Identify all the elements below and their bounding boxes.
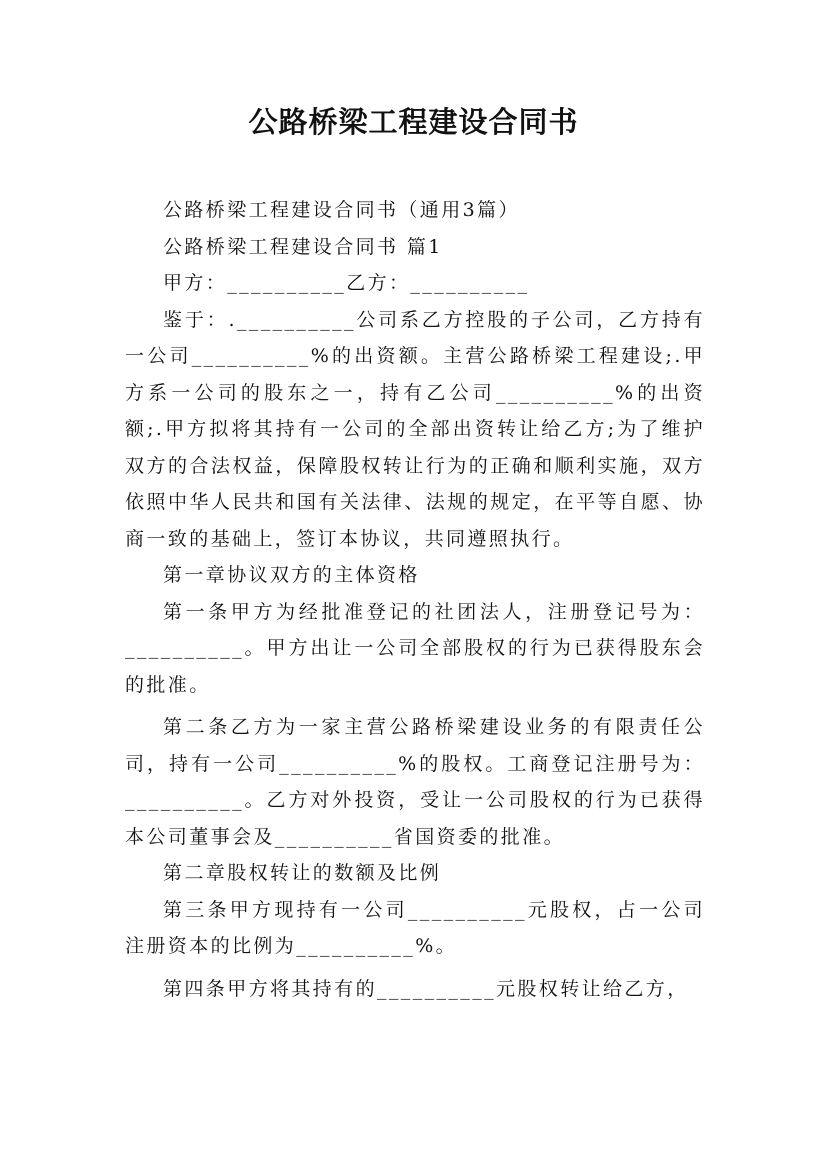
paragraph-article-4: 第四条甲方将其持有的__________元股权转让给乙方， [163,977,689,1000]
paragraph-article-2: 第二条乙方为一家主营公路桥梁建设业务的有限责任公司，持有一公司__________%的股权。工商登记注册号为：__________。乙方对外投资，受让一公司股权的行为已获得本公司董事会及__________省国资委的批准。 [125,716,705,848]
paragraph-parties: 甲方：__________乙方：__________ [163,272,530,294]
paragraph-article-3: 第三条甲方现持有一公司__________元股权，占一公司注册资本的比例为__________%。 [125,898,705,957]
paragraph-chapter-title: 公路桥梁工程建设合同书 篇1 [163,235,443,258]
document-title: 公路桥梁工程建设合同书 [248,105,579,139]
paragraph-chapter-1-heading: 第一章协议双方的主体资格 [163,564,420,586]
document-body [125,192,705,1007]
paragraph-whereas: 鉴于：.__________公司系乙方控股的子公司，乙方持有一公司__________%的出资额。主营公路桥梁工程建设;.甲方系一公司的股东之一，持有乙公司__________%的出资额;.甲方拟将其持有一公司的全部出资转让给乙方;为了维护双方的合法权益，保障股权转让行为的正确和顺利实施，双方依照中华人民共和国有关法律、法规的规定，在平等自愿、协商一致的基础上，签订本协议，共同遵照执行。 [125,308,705,550]
paragraph-collection-title: 公路桥梁工程建设合同书（通用3篇） [163,199,520,221]
paragraph-chapter-2-heading: 第二章股权转让的数额及比例 [163,862,442,884]
paragraph-article-1: 第一条甲方为经批准登记的社团法人，注册登记号为：__________。甲方出让一公司全部股权的行为已获得股东会的批准。 [125,600,705,696]
